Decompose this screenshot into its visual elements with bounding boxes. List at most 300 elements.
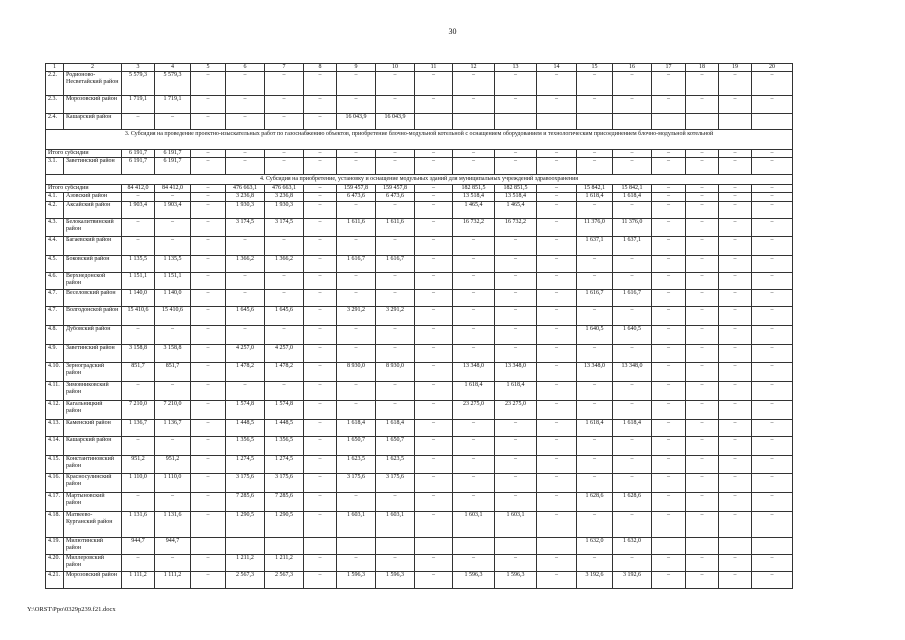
table-cell: 1 366,2 — [265, 256, 304, 273]
table-cell — [537, 538, 577, 555]
table-row — [46, 538, 793, 555]
table-cell — [652, 114, 686, 130]
table-cell: – — [752, 72, 793, 96]
table-cell: 13 518,4 — [453, 193, 495, 202]
table-cell: – — [652, 401, 686, 420]
table-cell: – — [376, 237, 415, 256]
table-cell: – — [537, 185, 577, 193]
district-name: Матвеево-Курганский район — [64, 512, 122, 538]
table-cell: 1 596,3 — [337, 572, 376, 589]
table-cell: – — [304, 219, 337, 237]
table-cell: 1 616,7 — [577, 290, 613, 307]
table-cell: – — [191, 72, 226, 96]
table-cell: – — [453, 290, 495, 307]
table-cell: – — [752, 256, 793, 273]
table-cell: – — [613, 96, 652, 114]
row-number: 4.11. — [46, 382, 64, 401]
table-cell: 3 174,5 — [265, 219, 304, 237]
table-cell: – — [719, 437, 752, 456]
table-cell: 11 376,0 — [613, 219, 652, 237]
column-number: 6 — [226, 64, 265, 72]
table-cell: 851,7 — [122, 363, 155, 382]
table-cell: – — [537, 572, 577, 589]
table-cell: – — [537, 150, 577, 158]
table-cell: – — [155, 326, 191, 345]
table-cell: – — [304, 572, 337, 589]
table-cell: – — [577, 72, 613, 96]
table-row — [46, 474, 793, 493]
table-row — [46, 437, 793, 456]
table-cell — [495, 114, 537, 130]
district-name: Азовский район — [64, 193, 122, 202]
table-cell: – — [415, 363, 453, 382]
table-cell — [719, 114, 752, 130]
table-cell: – — [122, 326, 155, 345]
table-cell: 1 618,4 — [577, 420, 613, 437]
table-cell: – — [155, 555, 191, 572]
table-cell: 3 175,6 — [337, 474, 376, 493]
table-cell: – — [577, 512, 613, 538]
table-cell: – — [752, 555, 793, 572]
table-cell: – — [304, 96, 337, 114]
row-number: 4.15. — [46, 456, 64, 474]
table-cell: 1 603,1 — [337, 512, 376, 538]
table-cell: – — [155, 193, 191, 202]
district-name: Белокалитвинский район — [64, 219, 122, 237]
table-cell: 5 579,3 — [122, 72, 155, 96]
table-cell: – — [337, 290, 376, 307]
table-cell: 1 131,6 — [155, 512, 191, 538]
table-cell: – — [652, 326, 686, 345]
table-cell: – — [495, 237, 537, 256]
table-cell: – — [613, 273, 652, 290]
table-row — [46, 345, 793, 363]
table-cell: 1 140,0 — [122, 290, 155, 307]
section-heading-row — [46, 130, 793, 150]
table-cell: – — [265, 150, 304, 158]
table-cell: – — [719, 158, 752, 175]
table-cell: 951,2 — [155, 456, 191, 474]
table-cell: 11 376,0 — [577, 219, 613, 237]
table-cell: – — [226, 237, 265, 256]
table-cell: 3 291,2 — [376, 307, 415, 326]
table-cell: 1 356,5 — [226, 437, 265, 456]
table-cell: – — [191, 437, 226, 456]
row-number: 4.8. — [46, 326, 64, 345]
table-cell: 1 645,6 — [226, 307, 265, 326]
table-cell: 1 903,4 — [155, 202, 191, 219]
district-name: Морозовский район — [64, 572, 122, 589]
table-cell: 3 291,2 — [337, 307, 376, 326]
district-name: Морозовский район — [64, 96, 122, 114]
table-row — [46, 493, 793, 512]
table-cell: – — [686, 437, 719, 456]
table-cell: – — [226, 273, 265, 290]
table-cell: – — [719, 185, 752, 193]
table-cell: – — [304, 382, 337, 401]
table-cell: 7 285,6 — [226, 493, 265, 512]
table-cell: – — [265, 158, 304, 175]
table-cell: 1 596,3 — [376, 572, 415, 589]
row-number: 4.17. — [46, 493, 64, 512]
table-cell: – — [752, 158, 793, 175]
table-cell: – — [495, 307, 537, 326]
table-cell: – — [752, 456, 793, 474]
table-row — [46, 72, 793, 96]
table-cell: – — [652, 96, 686, 114]
table-cell: – — [719, 555, 752, 572]
section-heading: 4. Субсидия на приобретение, установку и оснащение модульных зданий для муниципальных учреждений здравоохранения — [46, 175, 793, 185]
table-cell: – — [537, 555, 577, 572]
column-number: 16 — [613, 64, 652, 72]
table-cell: – — [613, 256, 652, 273]
table-cell: – — [376, 158, 415, 175]
table-cell: 16 043,9 — [376, 114, 415, 130]
table-cell: – — [577, 150, 613, 158]
table-cell: 3 175,6 — [265, 474, 304, 493]
table-cell: – — [613, 307, 652, 326]
table-cell: – — [719, 401, 752, 420]
table-row — [46, 572, 793, 589]
table-cell: – — [719, 219, 752, 237]
table-row — [46, 158, 793, 175]
table-cell: – — [686, 273, 719, 290]
table-cell: – — [122, 437, 155, 456]
table-cell: – — [752, 345, 793, 363]
table-cell: 6 473,6 — [337, 193, 376, 202]
table-cell: 1 290,5 — [226, 512, 265, 538]
table-cell: – — [191, 382, 226, 401]
table-cell: 1 618,4 — [577, 193, 613, 202]
table-cell — [686, 114, 719, 130]
table-cell: 6 191,7 — [122, 158, 155, 175]
table-cell: 8 930,0 — [337, 363, 376, 382]
column-number: 15 — [577, 64, 613, 72]
table-cell: – — [495, 290, 537, 307]
table-cell: 3 158,8 — [122, 345, 155, 363]
table-cell: 3 175,6 — [226, 474, 265, 493]
table-cell: – — [453, 72, 495, 96]
table-cell: – — [719, 326, 752, 345]
table-cell: – — [155, 114, 191, 130]
table-cell: – — [686, 96, 719, 114]
table-cell: – — [304, 474, 337, 493]
table-cell: – — [752, 382, 793, 401]
table-cell: 1 603,1 — [376, 512, 415, 538]
table-cell: 13 348,0 — [577, 363, 613, 382]
table-cell: – — [686, 185, 719, 193]
table-cell: – — [415, 273, 453, 290]
table-row — [46, 202, 793, 219]
table-cell: – — [719, 193, 752, 202]
table-cell: – — [415, 401, 453, 420]
total-row — [46, 150, 793, 158]
table-cell: 1 611,6 — [376, 219, 415, 237]
table-cell: 1 719,1 — [122, 96, 155, 114]
column-number: 18 — [686, 64, 719, 72]
table-cell: – — [613, 474, 652, 493]
table-cell: 1 448,5 — [265, 420, 304, 437]
table-cell: 1 623,5 — [337, 456, 376, 474]
table-cell: – — [415, 193, 453, 202]
table-cell: 944,7 — [155, 538, 191, 555]
table-cell — [415, 114, 453, 130]
table-cell: – — [304, 237, 337, 256]
table-cell — [376, 538, 415, 555]
table-cell: – — [652, 512, 686, 538]
table-cell: – — [752, 219, 793, 237]
table-cell: 1 603,1 — [453, 512, 495, 538]
table-cell: 3 192,6 — [577, 572, 613, 589]
table-cell: – — [752, 474, 793, 493]
table-cell: – — [415, 474, 453, 493]
table-cell: – — [191, 456, 226, 474]
table-row — [46, 256, 793, 273]
table-row — [46, 326, 793, 345]
table-cell: – — [537, 326, 577, 345]
row-number: 4.16. — [46, 474, 64, 493]
table-cell: – — [686, 72, 719, 96]
table-cell: – — [686, 219, 719, 237]
table-cell: – — [495, 437, 537, 456]
table-cell: – — [122, 219, 155, 237]
table-cell: 1 616,7 — [337, 256, 376, 273]
table-cell: – — [537, 363, 577, 382]
table-cell: 1 274,5 — [265, 456, 304, 474]
table-cell: – — [537, 256, 577, 273]
table-cell: – — [453, 256, 495, 273]
table-cell: – — [537, 72, 577, 96]
table-cell: – — [415, 185, 453, 193]
table-cell: 2 567,3 — [226, 572, 265, 589]
district-name: Красносулинский район — [64, 474, 122, 493]
table-cell: – — [686, 326, 719, 345]
column-number: 20 — [752, 64, 793, 72]
table-cell: – — [191, 290, 226, 307]
table-cell: 1 930,3 — [265, 202, 304, 219]
column-number: 3 — [122, 64, 155, 72]
column-number: 14 — [537, 64, 577, 72]
table-cell: – — [686, 345, 719, 363]
table-cell: – — [415, 96, 453, 114]
table-cell: 7 210,0 — [122, 401, 155, 420]
table-cell: – — [719, 345, 752, 363]
table-cell: 1 151,1 — [155, 273, 191, 290]
table-cell: – — [304, 256, 337, 273]
table-cell: – — [577, 307, 613, 326]
table-cell: – — [613, 555, 652, 572]
row-number: 2.4. — [46, 114, 64, 130]
table-cell: – — [226, 114, 265, 130]
table-cell — [495, 538, 537, 555]
table-cell: – — [719, 456, 752, 474]
table-cell: – — [537, 273, 577, 290]
table-cell: 84 412,0 — [122, 185, 155, 193]
row-number: 4.9. — [46, 345, 64, 363]
table-cell: – — [415, 158, 453, 175]
table-cell: – — [191, 555, 226, 572]
table-cell: – — [415, 290, 453, 307]
table-cell: – — [652, 420, 686, 437]
table-cell: – — [719, 474, 752, 493]
row-number: 4.6. — [46, 273, 64, 290]
table-cell: – — [752, 185, 793, 193]
table-cell: – — [415, 72, 453, 96]
table-cell: – — [337, 237, 376, 256]
table-row — [46, 456, 793, 474]
table-cell: – — [304, 193, 337, 202]
table-cell: – — [752, 420, 793, 437]
table-cell: 1 618,4 — [376, 420, 415, 437]
table-cell: – — [415, 256, 453, 273]
table-cell: – — [304, 493, 337, 512]
table-cell — [652, 538, 686, 555]
table-cell: – — [415, 326, 453, 345]
table-cell: – — [337, 273, 376, 290]
table-cell: – — [304, 326, 337, 345]
table-cell: – — [613, 512, 652, 538]
table-cell: – — [226, 150, 265, 158]
table-cell: – — [537, 307, 577, 326]
table-cell: 1 135,5 — [122, 256, 155, 273]
district-name: Миллеровский район — [64, 555, 122, 572]
table-cell: – — [304, 512, 337, 538]
table-cell: – — [752, 202, 793, 219]
table-cell: 3 236,8 — [265, 193, 304, 202]
table-cell: – — [577, 474, 613, 493]
table-cell: 1 616,7 — [376, 256, 415, 273]
table-cell: – — [652, 185, 686, 193]
table-cell: – — [686, 382, 719, 401]
section-heading-row — [46, 175, 793, 185]
table-cell: – — [226, 290, 265, 307]
table-cell: 4 257,0 — [226, 345, 265, 363]
table-cell: 1 140,0 — [155, 290, 191, 307]
table-cell: – — [304, 363, 337, 382]
table-cell: – — [376, 401, 415, 420]
table-cell: 182 851,5 — [453, 185, 495, 193]
table-cell: – — [613, 158, 652, 175]
table-cell: 1 448,5 — [226, 420, 265, 437]
table-cell — [415, 538, 453, 555]
table-cell: – — [719, 493, 752, 512]
table-row — [46, 114, 793, 130]
table-cell: – — [719, 307, 752, 326]
table-cell: – — [415, 382, 453, 401]
table-cell: 23 275,0 — [453, 401, 495, 420]
district-name: Дубовский район — [64, 326, 122, 345]
table-cell: – — [337, 493, 376, 512]
table-cell: – — [265, 96, 304, 114]
table-cell: 1 136,7 — [155, 420, 191, 437]
table-cell: – — [304, 290, 337, 307]
table-cell — [686, 538, 719, 555]
row-number: 4.21. — [46, 572, 64, 589]
table-row — [46, 363, 793, 382]
district-name: Аксайский район — [64, 202, 122, 219]
table-cell — [265, 538, 304, 555]
table-cell: 13 348,0 — [495, 363, 537, 382]
table-cell: – — [752, 363, 793, 382]
table-row — [46, 307, 793, 326]
table-cell: 4 257,0 — [265, 345, 304, 363]
table-cell: 84 412,0 — [155, 185, 191, 193]
table-cell: – — [191, 158, 226, 175]
page-number: 30 — [448, 27, 457, 36]
table-cell: – — [719, 256, 752, 273]
table-cell: – — [752, 96, 793, 114]
row-number: 3.1. — [46, 158, 64, 175]
table-cell: 1 136,7 — [122, 420, 155, 437]
table-cell: 1 628,6 — [577, 493, 613, 512]
table-cell: 15 842,1 — [577, 185, 613, 193]
table-cell: – — [376, 290, 415, 307]
table-cell: 1 111,2 — [155, 572, 191, 589]
table-cell: 16 732,2 — [453, 219, 495, 237]
table-cell: – — [415, 420, 453, 437]
table-cell: – — [752, 273, 793, 290]
table-cell: – — [415, 572, 453, 589]
table-cell: – — [686, 363, 719, 382]
table-cell: 1 131,6 — [122, 512, 155, 538]
table-cell: – — [686, 158, 719, 175]
table-cell: – — [719, 363, 752, 382]
table-cell: 1 110,0 — [122, 474, 155, 493]
district-name: Заветинский район — [64, 345, 122, 363]
table-cell: 1 650,7 — [337, 437, 376, 456]
table-cell: 1 574,8 — [226, 401, 265, 420]
table-cell: – — [686, 150, 719, 158]
table-cell: – — [613, 382, 652, 401]
table-cell: – — [453, 493, 495, 512]
row-number: 4.18. — [46, 512, 64, 538]
table-cell: – — [304, 114, 337, 130]
table-cell: – — [613, 345, 652, 363]
table-cell: – — [577, 273, 613, 290]
table-cell: 1 465,4 — [495, 202, 537, 219]
table-cell: – — [376, 555, 415, 572]
table-cell: – — [415, 202, 453, 219]
table-cell: 1 618,4 — [495, 382, 537, 401]
district-name: Заветинский район — [64, 158, 122, 175]
table-cell: – — [613, 150, 652, 158]
column-number: 2 — [64, 64, 122, 72]
table-cell: – — [415, 512, 453, 538]
table-cell: – — [191, 256, 226, 273]
column-number: 12 — [453, 64, 495, 72]
table-cell: – — [495, 158, 537, 175]
table-cell: – — [537, 290, 577, 307]
table-cell: – — [652, 382, 686, 401]
table-cell: 1 618,4 — [613, 193, 652, 202]
table-cell: 1 135,5 — [155, 256, 191, 273]
table-cell: 1 366,2 — [226, 256, 265, 273]
table-cell — [337, 538, 376, 555]
table-cell: – — [577, 456, 613, 474]
table-cell: 5 579,3 — [155, 72, 191, 96]
table-cell: – — [686, 493, 719, 512]
table-cell: – — [719, 572, 752, 589]
table-cell: – — [652, 307, 686, 326]
table-cell: – — [652, 456, 686, 474]
table-cell: 159 457,8 — [337, 185, 376, 193]
table-cell: – — [415, 345, 453, 363]
table-cell: – — [304, 437, 337, 456]
table-cell: 182 851,5 — [495, 185, 537, 193]
table-cell: – — [537, 237, 577, 256]
table-cell: 1 637,1 — [613, 237, 652, 256]
table-cell: – — [265, 326, 304, 345]
